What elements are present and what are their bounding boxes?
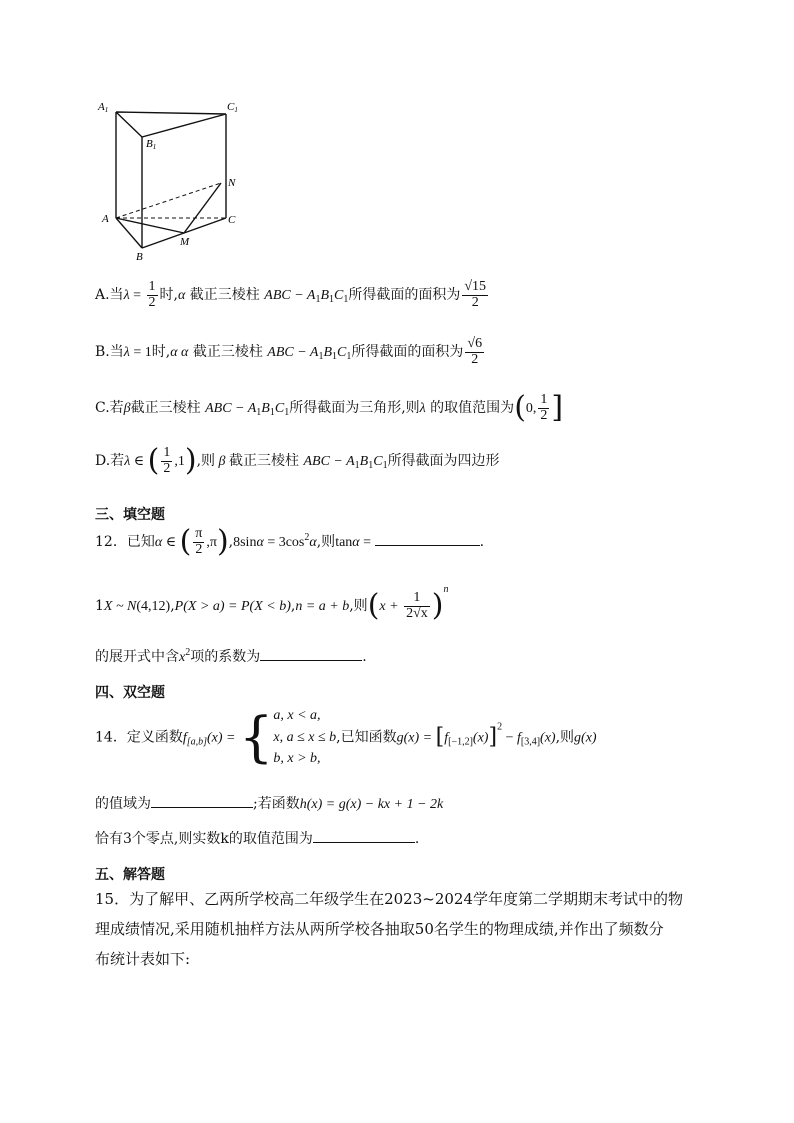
option-b: B.当λ = 1时,α α 截正三棱柱 ABC − $A_1B_1C_1$所得截面的面积为 $\frac{√6}{2}$: [95, 336, 483, 367]
label-C1: C1: [227, 101, 238, 114]
label-A1: A1: [98, 101, 109, 114]
edge-AN-dashed: [116, 183, 221, 218]
question-13-line2: 的展开式中含$x^2$项的系数为 .: [95, 647, 367, 665]
option-a: A.当λ = $\frac{1}{2}$ 时,α 截正三棱柱 ABC − $A_1B_1C_1$所得截面的面积为 $\frac{√15}{2}$: [95, 279, 487, 310]
question-15-line2: 理成绩情况,采用随机抽样方法从两所学校各抽取50名学生的物理成绩,并作出了频数分: [95, 920, 664, 938]
label-A: A: [102, 213, 109, 225]
prism-figure: [90, 95, 250, 265]
question-14-line2: 的值域为 ;若函数h(x) = g(x) − kx + 1 − 2k: [95, 796, 444, 812]
question-13: 1X ~ N(4,12),P(X > a) = P(X < b),n = a + b,则(x + $\frac{1}{2√x}$ )$^n$: [95, 584, 449, 623]
label-B: B: [136, 251, 143, 263]
edge-MN: [184, 183, 221, 233]
label-C: C: [228, 214, 236, 226]
label-B1: B1: [146, 138, 157, 151]
edge-top: [116, 112, 226, 137]
answer-blank[interactable]: [375, 533, 480, 546]
option-c: C.若β截正三棱柱 ABC − $A_1B_1C_1$所得截面为三角形,则λ 的取值范围为(0, $\frac{1}{2}$ ]: [95, 390, 564, 426]
answer-blank[interactable]: [260, 648, 362, 661]
answer-blank[interactable]: [313, 830, 415, 843]
question-14-line3: 恰有3个零点,则实数k的取值范围为 .: [95, 831, 420, 847]
section-heading-fill: 三、填空题: [95, 507, 165, 523]
answer-blank[interactable]: [151, 795, 253, 808]
question-14: 14．定义函数$f_{[a,b]}(x)$ = { a, x < a, x, a ≤ x ≤ b b, x > b, ,已知函数$g(x) = [f_{[-1,2]}(x)]^2 - f_{[3,4]}(x)$,则g(x): [95, 705, 597, 769]
label-M: M: [180, 236, 190, 248]
section-heading-double: 四、双空题: [95, 685, 165, 701]
section-heading-answer: 五、解答题: [95, 867, 165, 883]
label-N: N: [228, 177, 236, 189]
question-15-line1: 15．为了解甲、乙两所学校高二年级学生在2023~2024学年度第二学期期末考试中的物: [95, 890, 684, 908]
option-d: D.若λ ∈ ( $\frac{1}{2}$ ,1),则 β 截正三棱柱 ABC − $A_1B_1C_1$所得截面为四边形: [95, 443, 500, 479]
question-15-line3: 布统计表如下:: [95, 950, 191, 968]
question-12: 12．已知α ∈ ( $\frac{\pi}{2}$ $,\pi),8\sin\alpha = 3\cos^2\alpha$,则tanα = .: [95, 524, 485, 560]
